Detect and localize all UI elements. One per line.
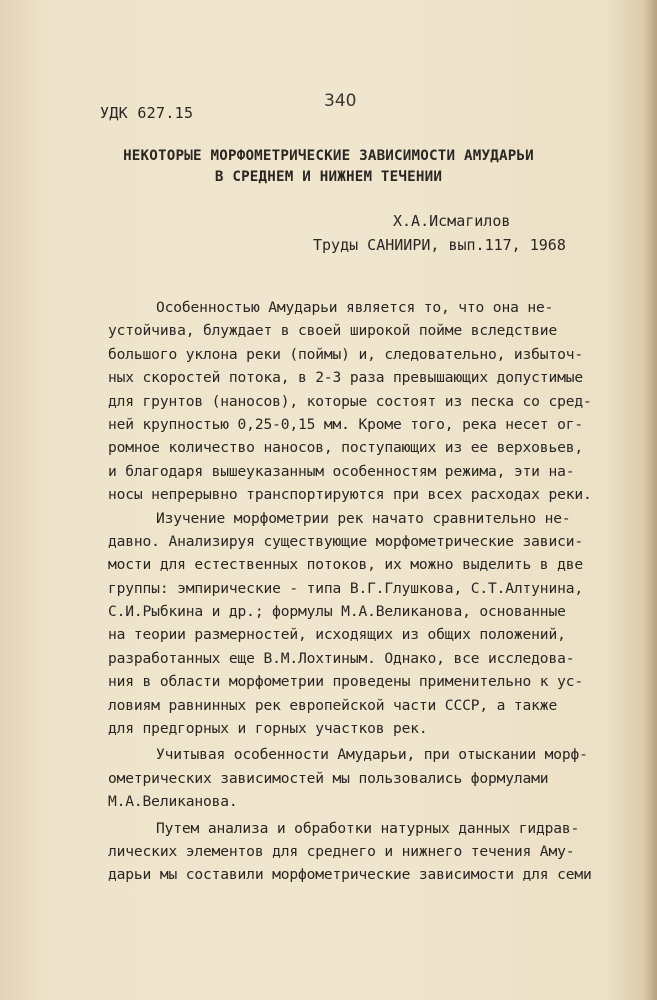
text-line: мости для естественных потоков, их можно выделить в две xyxy=(108,556,583,574)
text-line: группы: эмпирические - типа В.Г.Глушкова, С.Т.Алтунина, xyxy=(108,579,583,597)
text-line: дарьи мы составили морфометрические зависимости для семи xyxy=(108,866,592,884)
text-line: ния в области морфометрии проведены применительно к ус- xyxy=(108,673,583,691)
text-line: М.А.Великанова. xyxy=(108,793,238,811)
page-number: 340 xyxy=(324,91,357,111)
udk-code: УДК 627.15 xyxy=(100,104,194,122)
body-text xyxy=(108,296,628,887)
text-line: и благодаря вышеуказанным особенностям режима, эти на- xyxy=(108,462,575,480)
text-line: ометрических зависимостей мы пользовались формулами xyxy=(108,769,549,787)
text-line: давно. Анализируя существующие морфометрические зависи- xyxy=(108,532,583,550)
text-line: ней крупностью 0,25-0,15 мм. Кроме того, река несет ог- xyxy=(108,415,583,433)
text-line: Учитывая особенности Амударьи, при отыскании морф- xyxy=(156,746,588,764)
publication-source: Труды САНИИРИ, вып.117, 1968 xyxy=(313,236,566,254)
text-line: для грунтов (наносов), которые состоят из песка со сред- xyxy=(108,392,592,410)
text-line: разработанных еще В.М.Лохтиным. Однако, все исследова- xyxy=(108,649,575,667)
text-line: носы непрерывно транспортируются при всех расходах реки. xyxy=(108,486,592,504)
text-line: С.И.Рыбкина и др.; формулы М.А.Великанова, основанные xyxy=(108,603,566,621)
text-line: Изучение морфометрии рек начато сравнительно не- xyxy=(156,509,571,527)
title-line-2: В СРЕДНЕМ И НИЖНЕМ ТЕЧЕНИИ xyxy=(214,169,443,185)
text-line: Путем анализа и обработки натурных данных гидрав- xyxy=(156,819,580,837)
text-line: ных скоростей потока, в 2-3 раза превышающих допустимые xyxy=(108,369,583,387)
text-line: ловиям равнинных рек европейской части СССР, а также xyxy=(108,696,558,714)
page-edge-shadow xyxy=(643,0,657,1000)
text-line: ромное количество наносов, поступающих из ее верховьев, xyxy=(108,439,583,457)
title-line-1: НЕКОТОРЫЕ МОРФОМЕТРИЧЕСКИЕ ЗАВИСИМОСТИ АМУДАРЬИ xyxy=(123,148,534,164)
text-line: для предгорных и горных участков рек. xyxy=(108,720,428,738)
text-line: устойчива, блуждает в своей широкой пойме вследствие xyxy=(108,322,558,340)
text-line: лических элементов для среднего и нижнего течения Аму- xyxy=(108,842,575,860)
text-line: на теории размерностей, исходящих из общих положений, xyxy=(108,626,566,644)
text-line: большого уклона реки (поймы) и, следовательно, избыточ- xyxy=(108,345,583,363)
author: Х.А.Исмагилов xyxy=(393,212,511,230)
text-line: Особенностью Амударьи является то, что она не- xyxy=(156,299,554,316)
